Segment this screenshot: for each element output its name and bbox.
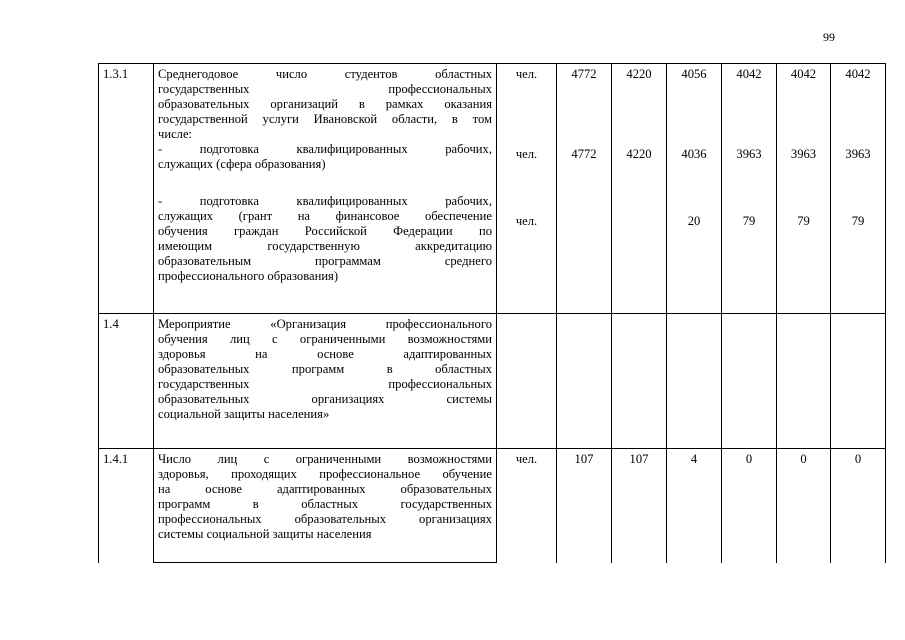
unit-cell: чел. — [497, 449, 557, 563]
value-cell: 4042 3963 79 — [777, 64, 831, 314]
value-cell — [557, 314, 612, 449]
row-code: 1.3.1 — [99, 64, 154, 314]
value-cell — [777, 314, 831, 449]
value-cell: 4772 4772 — [557, 64, 612, 314]
table-row — [99, 314, 886, 449]
indicators-table — [98, 63, 886, 563]
row-code: 1.4.1 — [99, 449, 154, 563]
value-cell: 107 — [557, 449, 612, 563]
value-cell: 4056 4036 20 — [667, 64, 722, 314]
value-cell: 4042 3963 79 — [831, 64, 886, 314]
page-number: 99 — [823, 30, 835, 44]
value-cell: 4220 4220 — [612, 64, 667, 314]
table-row — [99, 64, 886, 314]
row-description: Мероприятие «Организация профессионального обучения лиц с ограниченными возможностями здоровья на основе адаптированных образовательных программ в областных государственных профессиональных образовательных организациях системы социальной защиты населения» — [154, 314, 497, 449]
unit-cell: чел. чел. чел. — [497, 64, 557, 314]
value-cell — [831, 314, 886, 449]
value-cell — [612, 314, 667, 449]
value-cell: 107 — [612, 449, 667, 563]
row-code: 1.4 — [99, 314, 154, 449]
value-cell — [722, 314, 777, 449]
row-description: Число лиц с ограниченными возможностями здоровья, проходящих профессиональное обучение на основе адаптированных образовательных программ в областных государственных профессиональных образовательных организациях системы социальной защиты населения — [154, 449, 497, 563]
unit-cell — [497, 314, 557, 449]
value-cell: 0 — [777, 449, 831, 563]
value-cell: 0 — [722, 449, 777, 563]
row-description: Среднегодовое число студентов областных государственных профессиональных образовательных организаций в рамках оказания государственной услуги Ивановской области, в том числе: - подготовка квалифицированных рабочих, служащих (сфера образования) - подготовка квалифицированных рабочих, служащих (грант на финансовое обеспечение обучения граждан Российской Федерации по имеющим государственную аккредитацию образовательным программам среднего профессионального образования) — [154, 64, 497, 314]
value-cell: 4042 3963 79 — [722, 64, 777, 314]
value-cell: 0 — [831, 449, 886, 563]
value-cell: 4 — [667, 449, 722, 563]
table-row — [99, 449, 886, 563]
value-cell — [667, 314, 722, 449]
